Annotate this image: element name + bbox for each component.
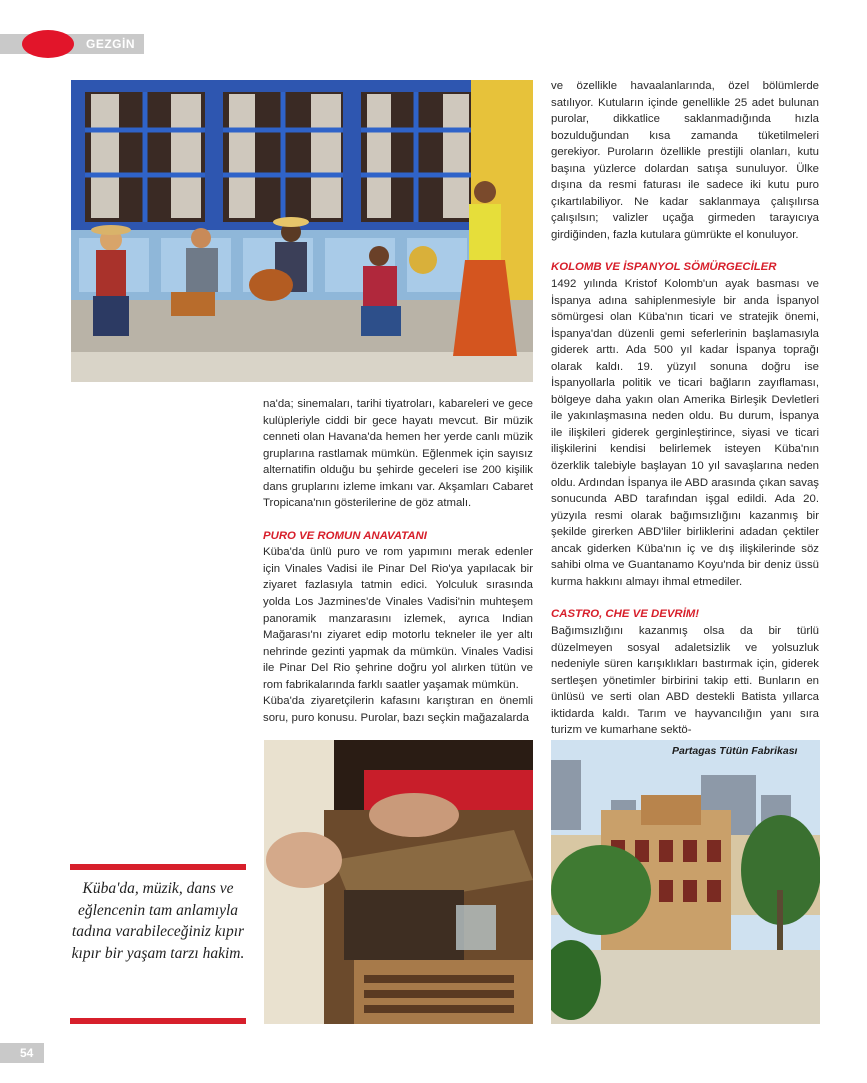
cigar-rolling-photo bbox=[264, 740, 533, 1024]
section-title-puro: PURO VE ROMUN ANAVATANI bbox=[263, 529, 427, 542]
right-column bbox=[551, 78, 819, 739]
section-title-castro: CASTRO, CHE VE DEVRİM! bbox=[551, 608, 700, 621]
right-intro-paragraph: ve özellikle havaalanlarında, özel bölümlerde satılıyor. Kutuların içinde genellikle 25 adet bulunan purolar, dikkatlice saklanmadığında hızla bozulduğundan kısa zamanda tüketilmeleri gerekiyor. Puroların özellikle prestijli olanları, kutu başına yüzlerce dolardan satışa sunuluyor. Ülke dışına da resmi faturası ile sadece iki kutu puro çıkartılabiliyor. Ne kadar saklanmaya çalışılırsa çalışılsın; valizler uçağa girmeden tarayıcıya girdiğinden, fazla kutulara gümrükte el konuluyor. bbox=[551, 80, 819, 241]
section-title-kolomb: KOLOMB VE İSPANYOL SÖMÜRGECİLER bbox=[551, 261, 777, 274]
pull-quote: Küba'da, müzik, dans ve eğlencenin tam anlamıyla tadına varabileceğiniz kıpır kıpır bir yaşam tarzı hakim. bbox=[71, 880, 245, 962]
photo-caption: Partagas Tütün Fabrikası bbox=[672, 745, 798, 757]
middle-paragraph-1: Küba'da ünlü puro ve rom yapımını merak edenler için Vinales Vadisi ile Pinar Del Rio'ya yapılacak bir ziyaret fazlasıyla tatmin edici. Yolculuk sırasında yolda Los Jazmines'de Vinales Vadisi'nin muhteşem panoramik manzarasını izlemek, ayrıca Indian Mağarası'nı ziyaret edip motorlu tekneler ile yer altı nehrinde gezinti yapmak da mümkün. Vinales Vadisi ile Pinar Del Rio şehrine doğru yol alırken tütün ve rom fabrikalarında farklı saatler yaşamak mümkün. bbox=[263, 546, 533, 691]
middle-column bbox=[263, 396, 533, 726]
partagas-factory-photo bbox=[551, 740, 820, 1024]
castro-paragraph: Bağımsızlığını kazanmış olsa da bir türlü düzelmeyen sosyal adaletsizlik ve yolsuzluk nedeniyle süren karışıklıkları bastırmak için, giderek sertleşen yönetimler birbirini takip etti. Bunların en ünlüsü ve serti olan ABD destekli Batista yıllarca iktidarda kaldı. Tarım ve hayvancılığın yanı sıra turizm ve kumarhane sektö- bbox=[551, 624, 819, 737]
quote-top-rule bbox=[70, 864, 246, 870]
kolomb-paragraph: 1492 yılında Kristof Kolomb'un ayak basması ve İspanya adına sahiplenmesiyle bir anda İspanyol sömürgesi olan Küba'nın ticari ve stratejik önemi, İspanya'dan düzenli gemi seferlerinin başlamasıyla giderek arttı. Ada 500 yıl kadar İspanya toprağı olarak kaldı. 19. yüzyıl sonuna doğru ise İspanyollarla politik ve ticari bağların zayıflaması, bölgeye daha yakın olan Amerika Birleşik Devletleri ile yakınlaşmasına neden oldu. Bu durum, İspanya ile ilişkileri giderek gerginleştirince, siyasi ve ticari ilişkilerini kendisi belirlemek isteyen Küba'nın özerklik talebiyle başlayan 10 yıl savaşlarına neden oldu. Ardından İspanya ile ABD arasında çıkan savaş sonucunda ABD tarafından işgal edildi. Ada 20. yüzyıla resmi olarak bağımsızlığını kazanmış bir şekilde girerken ABD'liler birliklerini adadan çektiler ancak giderken Küba'nın iç ve dış ilişkilerinde söz sahibi olma ve Guantanamo Koyu'nda bir deniz üssü kurma hakkını almayı ihmal etmediler. bbox=[551, 278, 819, 588]
section-label: GEZGİN bbox=[86, 37, 136, 51]
middle-paragraph-2: Küba'da ziyaretçilerin kafasını karıştıran en önemli soru, puro konusu. Purolar, bazı seçkin mağazalarda bbox=[263, 695, 533, 724]
middle-intro-paragraph: na'da; sinemaları, tarihi tiyatroları, kabareleri ve gece kulüpleriyle ciddi bir gece hayatı mevcut. Bir müzik cenneti olan Havana'da hemen her yerde canlı müzik gruplarına rastlamak mümkün. Eğlenmek için sayısız alternatifin olduğu bu şehirde geceleri ise 200 kişilik dans gruplarını izleme imkanı var. Akşamları Cabaret Tropicana'nın gösterilerine de göz atmalı. bbox=[263, 398, 533, 510]
pull-quote-box bbox=[70, 864, 246, 1024]
header-red-oval bbox=[22, 30, 74, 58]
page-number: 54 bbox=[20, 1046, 34, 1060]
musicians-photo bbox=[71, 80, 533, 382]
quote-bottom-rule bbox=[70, 1018, 246, 1024]
